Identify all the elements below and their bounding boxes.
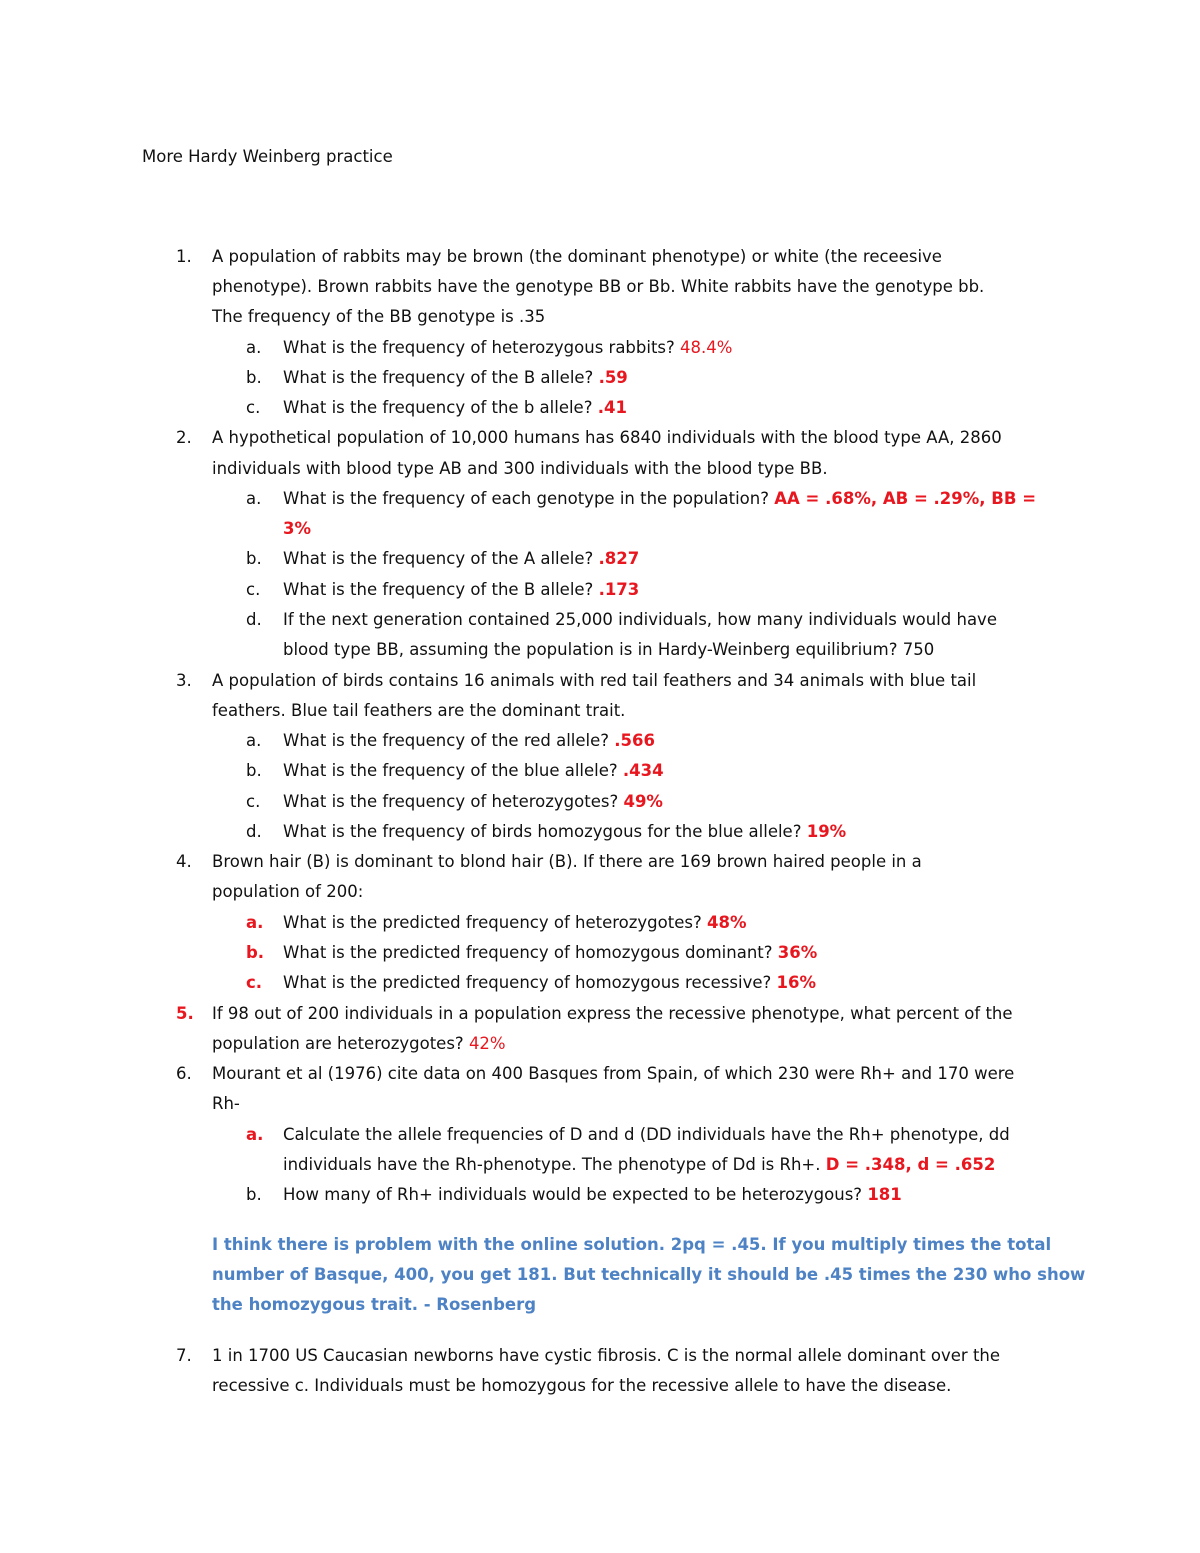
part-text: What is the frequency of the B allele? .173 [283,580,640,599]
answer: 19% [806,822,847,841]
part-text: What is the frequency of heterozygotes? 49% [283,792,663,811]
question-text: If 98 out of 200 individuals in a population express the recessive phenotype, what percent of the [212,1004,1013,1023]
part-text: Calculate the allele frequencies of D and d (DD individuals have the Rh+ phenotype, dd [283,1125,1010,1144]
part-letter: c. [246,398,261,417]
part-letter: d. [246,822,262,841]
part-letter: b. [246,943,265,962]
part-letter: d. [246,610,262,629]
answer: 42% [468,1034,506,1053]
part-letter: b. [246,1185,262,1204]
question-text: A population of birds contains 16 animals with red tail feathers and 34 animals with blue tail [212,671,977,690]
answer: .59 [598,368,628,387]
part-letter: a. [246,913,264,932]
answer: .566 [614,731,655,750]
answer: AA = .68%, AB = .29%, BB = [774,489,1037,508]
question-number: 1. [176,247,192,266]
question-number: 4. [176,852,192,871]
part-text: What is the predicted frequency of homozygous recessive? 16% [283,973,817,992]
part-letter: a. [246,1125,264,1144]
part-letter: b. [246,368,262,387]
question-number: 6. [176,1064,192,1083]
question-number: 3. [176,671,192,690]
part-text: What is the frequency of birds homozygous for the blue allele? 19% [283,822,847,841]
question-text: individuals with blood type AB and 300 individuals with the blood type BB. [212,459,828,478]
question-text: feathers. Blue tail feathers are the dominant trait. [212,701,626,720]
question-text: A hypothetical population of 10,000 humans has 6840 individuals with the blood type AA, 2860 [212,428,1002,447]
question-text: Mourant et al (1976) cite data on 400 Basques from Spain, of which 230 were Rh+ and 170 were [212,1064,1015,1083]
note-line: number of Basque, 400, you get 181. But technically it should be .45 times the 230 who show [212,1265,1086,1284]
question-text: Brown hair (B) is dominant to blond hair (B). If there are 169 brown haired people in a [212,852,922,871]
part-text: What is the frequency of the blue allele? .434 [283,761,664,780]
answer: .434 [622,761,664,780]
answer: 181 [867,1185,902,1204]
part-letter: a. [246,338,262,357]
answer: 48% [706,913,747,932]
question-text: 1 in 1700 US Caucasian newborns have cystic fibrosis. C is the normal allele dominant over the [212,1346,1001,1365]
question-text: Rh- [212,1094,240,1113]
question-text: recessive c. Individuals must be homozygous for the recessive allele to have the disease. [212,1376,952,1395]
question-text: phenotype). Brown rabbits have the genotype BB or Bb. White rabbits have the genotype bb. [212,277,985,296]
answer: 48.4% [680,338,733,357]
question-number: 5. [176,1004,194,1023]
question-text: The frequency of the BB genotype is .35 [212,307,546,326]
part-letter: a. [246,731,262,750]
answer: 36% [777,943,818,962]
part-text: What is the predicted frequency of heterozygotes? 48% [283,913,747,932]
answer: 49% [623,792,663,811]
part-text: What is the frequency of heterozygous rabbits? 48.4% [283,338,733,357]
part-text: What is the frequency of the b allele? .41 [283,398,627,417]
part-letter: a. [246,489,262,508]
part-letter: b. [246,549,262,568]
part-text: individuals have the Rh-phenotype. The phenotype of Dd is Rh+. D = .348, d = .652 [283,1155,996,1174]
part-letter: c. [246,580,261,599]
part-text: What is the frequency of the A allele? .827 [283,549,640,568]
part-text: What is the predicted frequency of homozygous dominant? 36% [283,943,818,962]
answer: D = .348, d = .652 [825,1155,996,1174]
answer: .827 [598,549,640,568]
note-line: the homozygous trait. - Rosenberg [212,1295,537,1314]
part-text: blood type BB, assuming the population is in Hardy-Weinberg equilibrium? 750 [283,640,935,659]
part-text: How many of Rh+ individuals would be expected to be heterozygous? 181 [283,1185,902,1204]
question-text: population are heterozygotes? 42% [212,1034,506,1053]
part-text: If the next generation contained 25,000 individuals, how many individuals would have [283,610,997,629]
part-text: What is the frequency of the red allele? .566 [283,731,655,750]
question-text: A population of rabbits may be brown (the dominant phenotype) or white (the receesive [212,247,942,266]
answer: .173 [598,580,640,599]
part-text: What is the frequency of each genotype in the population? AA = .68%, AB = .29%, BB = [283,489,1037,508]
part-text: What is the frequency of the B allele? .59 [283,368,628,387]
page-title: More Hardy Weinberg practice [142,147,393,166]
part-letter: c. [246,792,261,811]
question-text: population of 200: [212,882,364,901]
note-line: I think there is problem with the online solution. 2pq = .45. If you multiply times the total [212,1235,1052,1254]
answer: 3% [283,519,312,538]
answer: 16% [776,973,817,992]
part-letter: c. [246,973,263,992]
answer: .41 [597,398,627,417]
question-number: 7. [176,1346,192,1365]
part-letter: b. [246,761,262,780]
question-number: 2. [176,428,192,447]
